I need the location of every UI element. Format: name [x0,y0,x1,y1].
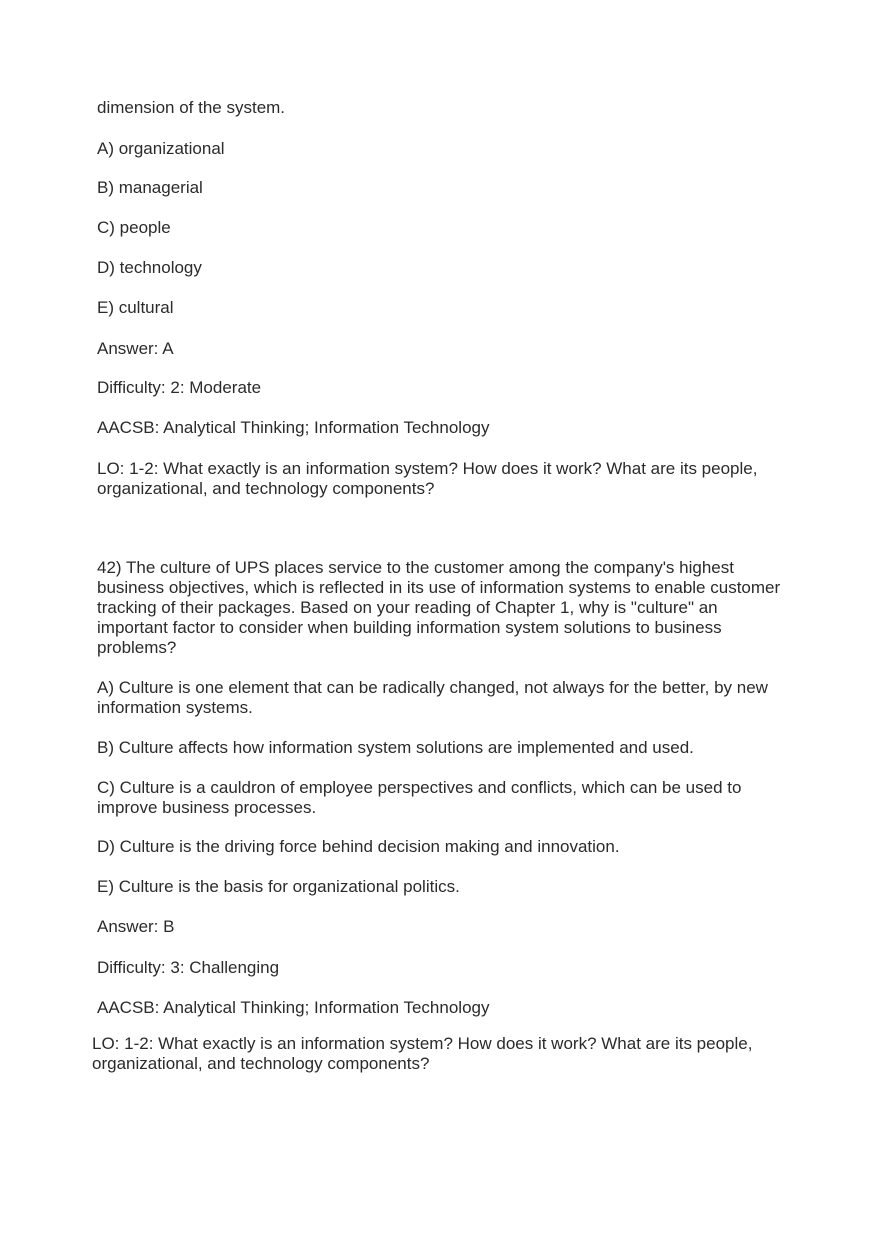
q42-difficulty: Difficulty: 3: Challenging [97,958,280,977]
q42-option-e: E) Culture is the basis for organizational politics. [97,877,460,896]
q41-learning-objective: LO: 1-2: What exactly is an information system? How does it work? What are its people, organizational, and technology components? [97,459,758,498]
q41-option-c: C) people [97,218,171,237]
q42-option-c: C) Culture is a cauldron of employee perspectives and conflicts, which can be used to improve business processes. [97,778,742,817]
q42-option-a: A) Culture is one element that can be radically changed, not always for the better, by new information systems. [97,678,768,717]
q41-difficulty: Difficulty: 2: Moderate [97,378,262,397]
q41-aacsb: AACSB: Analytical Thinking; Information Technology [97,418,490,437]
q42-option-b: B) Culture affects how information system solutions are implemented and used. [97,738,694,757]
q42-learning-objective: LO: 1-2: What exactly is an information system? How does it work? What are its people, organizational, and technology components? [92,1034,753,1073]
q41-answer: Answer: A [97,339,174,358]
q41-option-a: A) organizational [97,139,225,158]
q41-option-d: D) technology [97,258,202,277]
q42-answer: Answer: B [97,917,175,936]
q42-aacsb: AACSB: Analytical Thinking; Information Technology [97,998,490,1017]
q42-stem: 42) The culture of UPS places service to the customer among the company's highest business objectives, which is reflected in its use of information systems to enable customer tracking of their packages. Based on your reading of Chapter 1, why is "culture" an important factor to consider when building information system solutions to business problems? [97,558,781,657]
q42-option-d: D) Culture is the driving force behind decision making and innovation. [97,837,620,856]
q41-option-b: B) managerial [97,178,203,197]
q41-stem-end: dimension of the system. [97,98,286,117]
q41-option-e: E) cultural [97,298,174,317]
